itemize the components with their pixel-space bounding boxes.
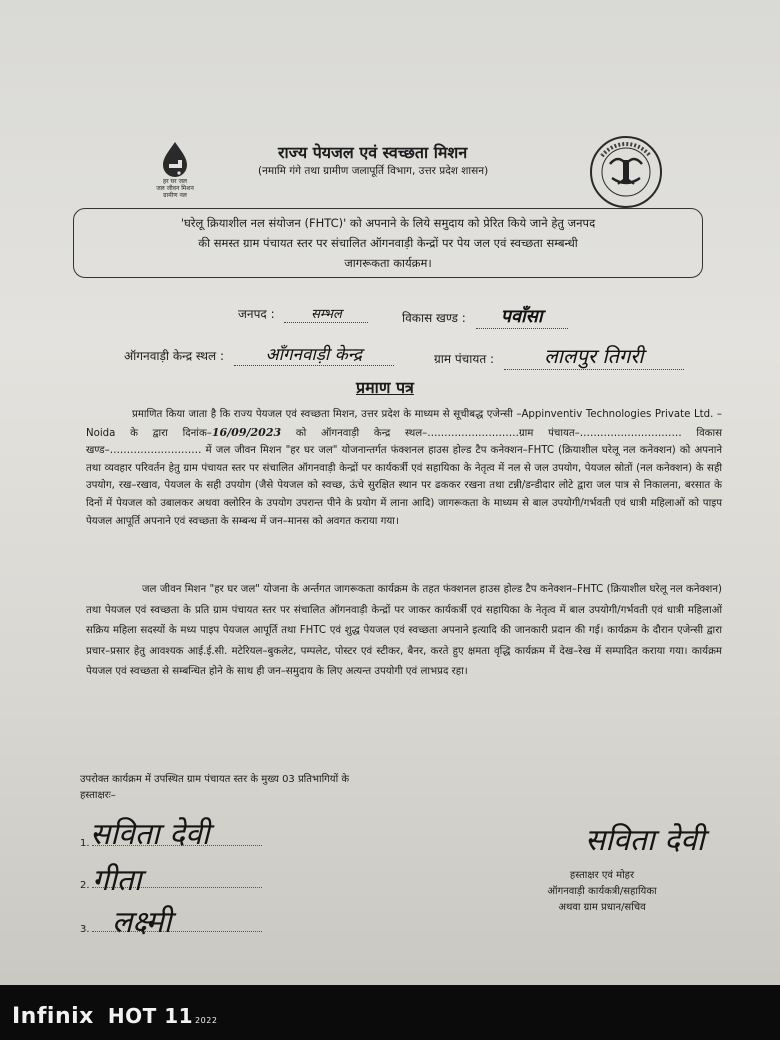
mission-title: राज्य पेयजल एवं स्वच्छता मिशन [278, 143, 468, 162]
block-field [402, 304, 568, 329]
signature-caption-line-3: अथवा ग्राम प्रधान/सचिव [558, 902, 646, 913]
participant-number: 3. [80, 924, 90, 935]
district-value: सम्भल [311, 307, 342, 322]
certificate-heading: प्रमाण पत्र [356, 378, 414, 397]
banner-line-2: की समस्त ग्राम पंचायत स्तर पर संचालित ऑगनवाड़ी केन्द्रों पर पेय जल एवं स्वच्छता सम्बन्धी [198, 236, 578, 250]
panchayat-field [434, 342, 684, 370]
signatures-intro-line-2: हस्ताक्षरः– [80, 790, 116, 801]
participant-number: 1. [80, 838, 90, 849]
block-label: विकास खण्ड : [402, 311, 466, 325]
block-value-line [476, 304, 568, 329]
up-government-emblem [588, 134, 664, 210]
logo-left-line-1: हर घर जल [163, 178, 187, 185]
logo-left-line-2: जल जीवन मिशन [156, 185, 194, 192]
panchayat-label: ग्राम पंचायत : [434, 352, 495, 366]
har-ghar-jal-logo [144, 140, 206, 202]
participant-number: 2. [80, 880, 90, 891]
district-value-line [284, 304, 368, 323]
signature-caption-line-2: ऑगनवाड़ी कार्यकत्री/सहायिका [547, 886, 657, 897]
participant-signature-1: सविता देवी [90, 817, 210, 852]
mission-subtitle: (नमामि गंगे तथा ग्रामीण जलापूर्ति विभाग, उत्तर प्रदेश शासन) [258, 165, 489, 177]
participant-signature-3: लक्ष्मी [112, 905, 172, 940]
watermark-year: 2022 [195, 1016, 218, 1025]
signatures-intro-line-1: उपरोक्त कार्यक्रम में उपस्थित ग्राम पंचायत स्तर के मुख्य 03 प्रतिभागियों के [80, 774, 350, 785]
event-date: 16/09/2023 [211, 425, 282, 439]
banner-line-3: जागरूकता कार्यक्रम। [344, 256, 432, 270]
para1-part-b: को ऑगनवाड़ी केन्द्र स्थल–………………………ग्राम पंचायत–………………………… विकास खण्ड–……………………… में जल जीवन मिशन "हर घर जल" योजनान्तर्गत फंक्शनल हाउस होल्ड टैप कनेक्शन–FHTC (क्रियाशील घरेलू नल कनेक्शन) को अपनाने तथा व्यवहार परिवर्तन हेतु ग्राम पंचायत स्तर पर संचालित ऑगनवाड़ी केन्द्रों पर कार्यकर्त्री एवं सहायिका के नेतृत्व में नल से जल उपयोग, पेयजल स्रोतों (नल कनेक्शन) के सही उपयोग, रख–रखाव, पेयजल के सही उपयोग (जैसे पेयजल को स्वच्छ, ऊंचे सुरक्षित स्थान पर ढककर रखना तथा टन्नी/डन्डीदार लोटे द्वारा जल पात्र से निकालना, बरसात के दिनों में पेयजल को उबालकर अथवा क्लोरिन के उपयोग उपरान्त पीने के प्रयोग में लाना आदि) जागरूकता के माध्यम से बाल उपयोगी/गर्भवती एवं धात्री महिलाओं को पाइप पेयजल आपूर्ति अपनाने एवं स्वच्छता के सम्बन्ध में जन–मानस को अवगत कराया गया। [86, 427, 722, 527]
emblem-seal-icon [588, 134, 664, 210]
para1-part-a: प्रमाणित किया जाता है कि राज्य पेयजल एवं स्वच्छता मिशन, उत्तर प्रदेश के माध्यम से सूचीबद्ध एजेन्सी –Appinventiv Technologies Private Ltd. – Noida के द्वारा दिनांक– [86, 409, 722, 439]
anganwadi-label: ऑगनवाड़ी केन्द्र स्थल : [124, 349, 225, 363]
water-drop-icon [144, 140, 206, 180]
watermark-brand: Infinix [12, 1004, 94, 1029]
signature-seal-caption [512, 868, 692, 916]
certificate-paragraph-1 [86, 406, 722, 530]
district-field [238, 304, 368, 323]
certificate-paragraph-2 [86, 580, 722, 683]
block-value: पवाँसा [500, 306, 543, 327]
anganwadi-field [124, 342, 394, 366]
camera-watermark [12, 1004, 217, 1029]
anganwadi-value-line [234, 342, 394, 366]
participant-signature-2: गीता [92, 863, 142, 898]
watermark-model: HOT 11 [107, 1004, 194, 1028]
logo-left-line-3: ग्रामीण नल [163, 192, 187, 199]
anganwadi-value: आँगनवाड़ी केन्द्र [265, 345, 363, 365]
panchayat-value-line [504, 342, 684, 370]
banner-line-1: 'घरेलू क्रियाशील नल संयोजन (FHTC)' को अपनाने के लिये समुदाय को प्रेरित किये जाने हेतु जनपद [180, 216, 596, 230]
panchayat-value: लालपुर तिगरी [544, 344, 644, 368]
program-banner [73, 208, 703, 278]
signatures-intro [80, 772, 349, 804]
district-label: जनपद : [238, 307, 275, 321]
worker-signature: सविता देवी [585, 823, 705, 858]
signature-caption-line-1: हस्ताक्षर एवं मोहर [569, 870, 635, 881]
para2-text: जल जीवन मिशन "हर घर जल" योजना के अर्न्तगत जागरूकता कार्यक्रम के तहत फंक्शनल हाउस होल्ड टैप कनेक्शन–FHTC (क्रियाशील घरेलू नल कनेक्शन) तथा पेयजल एवं स्वच्छता के प्रति ग्राम पंचायत स्तर पर संचालित ऑगनवाड़ी केन्द्रों पर जाकर कार्यकर्त्री एवं सहायिका के नेतृत्व में बाल उपयोगी/गर्भवती एवं धात्री महिलाओं सक्रिय महिला सदस्यों के मध्य पाइप पेयजल आपूर्ति तथा FHTC एवं शुद्ध पेयजल एवं स्वच्छता अपनाने इत्यादि की जानकारी प्रदान की गई। कार्यक्रम के दौरान एजेन्सी द्वारा प्रचार–प्रसार हेतु आवश्यक आई.ई.सी. मटेरियल–बुकलेट, पम्पलेट, पोस्टर एवं स्टीकर, बैनर, करते हुए क्षमता वृद्धि कार्यक्रम मेंं देख–रेख में सम्पादित कराया गया। कार्यक्रम पेयजल एवं स्वच्छता से सम्बन्धित होने के साथ ही जन–समुदाय के लिए अत्यन्त उपयोगी एवं लाभप्रद रहा। [86, 584, 722, 677]
